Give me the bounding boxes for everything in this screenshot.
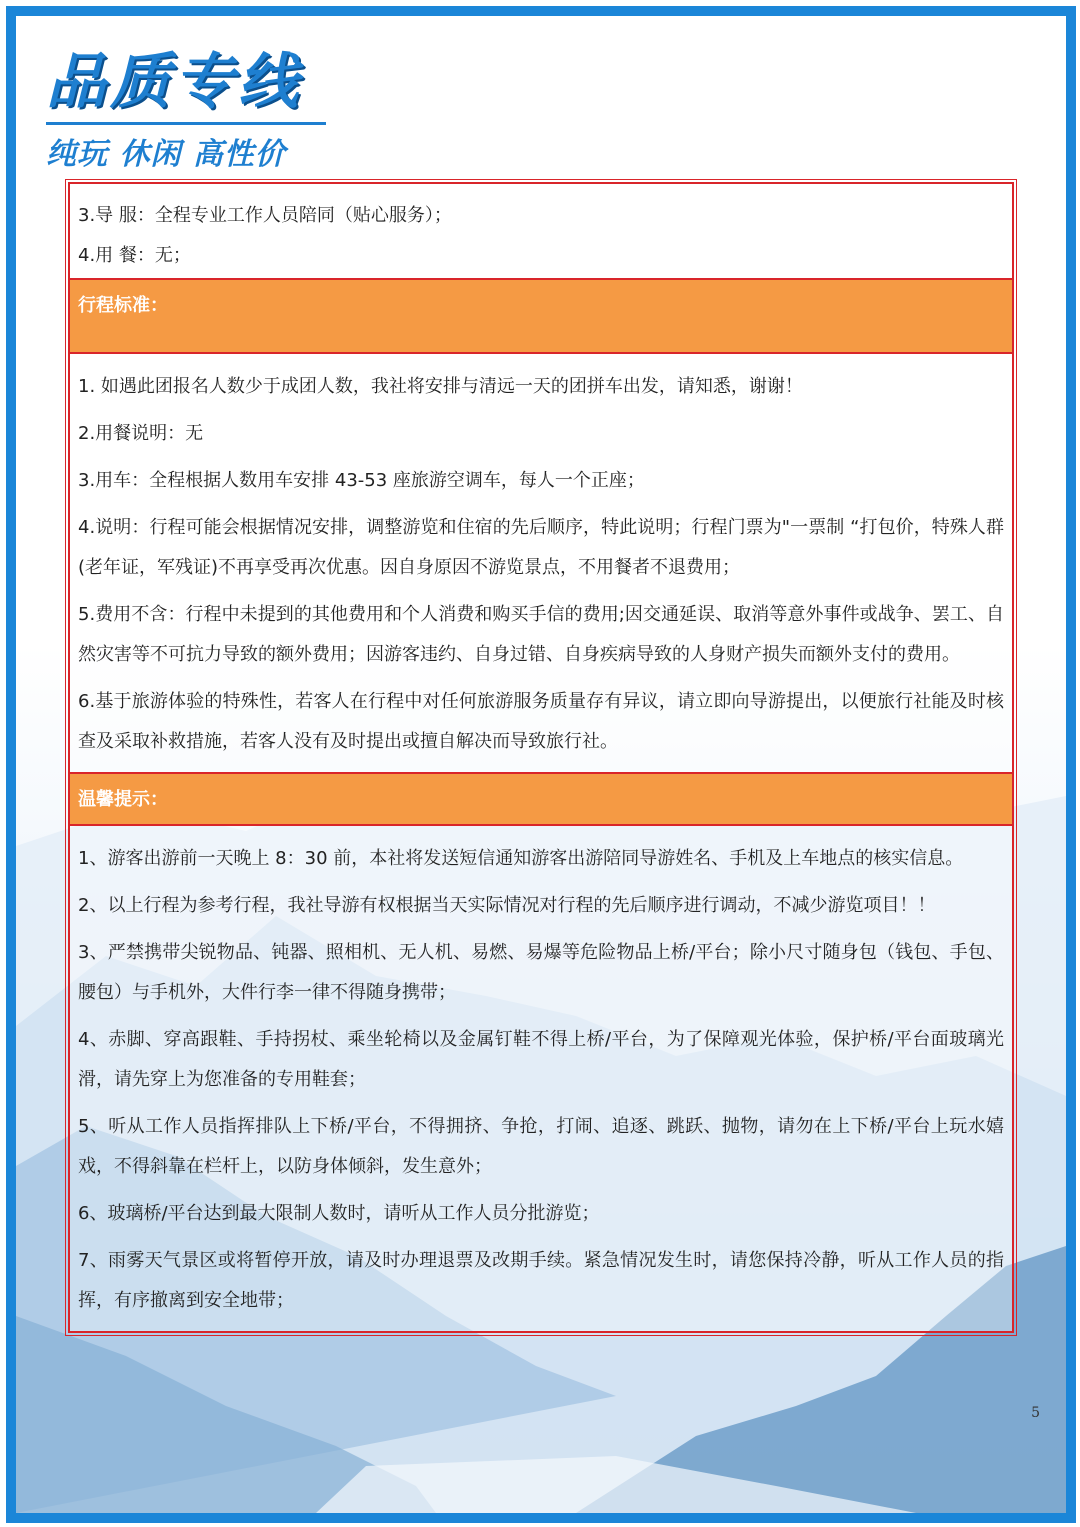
list-item: 2.用餐说明：无 [78,423,204,444]
itinerary-standards-list [70,354,1012,774]
list-item: 4.说明：行程可能会根据情况安排，调整游览和住宿的先后顺序，特此说明；行程门票为"一票制 “打包价，特殊人群(老年证，军残证)不再享受再次优惠。因自身原因不游览景点，不用餐者不退费用； [78,517,1004,578]
brand-header [46,44,326,173]
service-section [70,184,1012,280]
page-number: 5 [1031,1405,1040,1421]
brand-subtitle: 纯玩 休闲 高性价 [46,137,286,172]
warm-tips-header [70,774,1012,826]
list-item: 2、以上行程为参考行程，我社导游有权根据当天实际情况对行程的先后顺序进行调动，不减少游览项目！！ [78,895,936,916]
list-item: 7、雨雾天气景区或将暂停开放，请及时办理退票及改期手续。紧急情况发生时，请您保持冷静，听从工作人员的指挥，有序撤离到安全地带； [78,1250,1004,1311]
warm-tips-list [70,826,1012,1331]
list-item: 5.费用不含：行程中未提到的其他费用和个人消费和购买手信的费用;因交通延误、取消等意外事件或战争、罢工、自然灾害等不可抗力导致的额外费用；因游客违约、自身过错、自身疾病导致的人身财产损失而额外支付的费用。 [78,604,1004,665]
list-item: 1. 如遇此团报名人数少于成团人数，我社将安排与清远一天的团拼车出发，请知悉，谢谢！ [78,376,803,397]
list-item: 3、严禁携带尖锐物品、钝器、照相机、无人机、易燃、易爆等危险物品上桥/平台；除小尺寸随身包（钱包、手包、腰包）与手机外，大件行李一律不得随身携带； [78,942,1004,1003]
brand-divider [46,122,326,125]
list-item: 1、游客出游前一天晚上 8：30 前，本社将发送短信通知游客出游陪同导游姓名、手机及上车地点的核实信息。 [78,848,964,869]
itinerary-standards-header [70,280,1012,354]
list-item: 6.基于旅游体验的特殊性，若客人在行程中对任何旅游服务质量存有异议，请立即向导游提出，以便旅行社能及时核查及采取补救措施，若客人没有及时提出或擅自解决而导致旅行社。 [78,691,1004,752]
guide-service-line: 3.导 服：全程专业工作人员陪同（贴心服务）； [78,205,452,226]
list-item: 5、听从工作人员指挥排队上下桥/平台，不得拥挤、争抢，打闹、追逐、跳跃、抛物，请勿在上下桥/平台上玩水嬉戏，不得斜靠在栏杆上，以防身体倾斜，发生意外； [78,1116,1004,1177]
meal-line: 4.用 餐：无； [78,245,191,266]
list-item: 6、玻璃桥/平台达到最大限制人数时，请听从工作人员分批游览； [78,1203,600,1224]
itinerary-details-table [68,182,1014,1333]
brand-title: 品质专线 [46,47,302,117]
list-item: 3.用车：全程根据人数用车安排 43-53 座旅游空调车，每人一个正座； [78,470,645,491]
warm-tips-heading: 温馨提示： [78,789,168,810]
list-item: 4、赤脚、穿高跟鞋、手持拐杖、乘坐轮椅以及金属钉鞋不得上桥/平台，为了保障观光体验，保护桥/平台面玻璃光滑，请先穿上为您准备的专用鞋套； [78,1029,1004,1090]
itinerary-standards-heading: 行程标准： [78,295,168,316]
page-frame [6,6,1076,1523]
